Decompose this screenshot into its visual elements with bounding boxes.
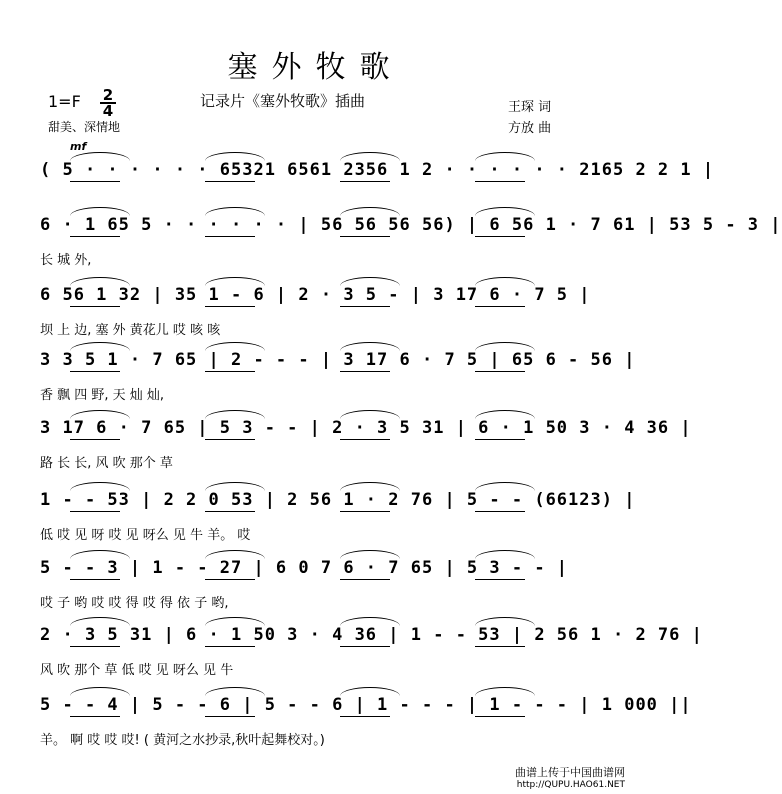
- score-row: [40, 695, 692, 755]
- beam-underline: [70, 371, 120, 372]
- slur-arc: [475, 687, 535, 696]
- notation-line: 3 17 6 · 7 65 | 5 3 - - | 2 · 3 5 31 | 6 · 1 50 3 · 4 36 |: [40, 418, 692, 438]
- beam-underline: [340, 646, 390, 647]
- score-row: [40, 418, 692, 478]
- score-row: [40, 285, 600, 345]
- slur-arc: [340, 152, 400, 161]
- beam-underline: [340, 181, 390, 182]
- beam-underline: [340, 579, 390, 580]
- lyrics-line: 坝 上 边, 塞 外 黄花儿 哎 咳 咳: [40, 323, 221, 338]
- beam-underline: [340, 236, 390, 237]
- lyrics-line: 路 长 长, 风 吹 那个 草: [40, 456, 173, 471]
- time-signature: [100, 88, 116, 118]
- beam-underline: [205, 579, 255, 580]
- meter-bottom: 4: [100, 102, 116, 118]
- slur-arc: [70, 410, 130, 419]
- beam-underline: [340, 511, 390, 512]
- slur-arc: [205, 277, 265, 286]
- beam-underline: [205, 716, 255, 717]
- lyrics-line: 风 吹 那个 草 低 哎 见 呀么 见 牛: [40, 663, 234, 678]
- slur-arc: [340, 687, 400, 696]
- notation-line: 6 56 1 32 | 35 1 - 6 | 2 · 3 5 - | 3 17 6 · 7 5 |: [40, 285, 591, 305]
- score-row: [40, 625, 703, 685]
- meter-top: 2: [102, 86, 114, 104]
- score-row: [40, 558, 600, 618]
- slur-arc: [70, 687, 130, 696]
- beam-underline: [475, 306, 525, 307]
- slur-arc: [205, 550, 265, 559]
- slur-arc: [340, 550, 400, 559]
- slur-arc: [70, 277, 130, 286]
- slur-arc: [475, 482, 535, 491]
- slur-arc: [475, 410, 535, 419]
- song-title: 塞外牧歌: [227, 50, 404, 85]
- beam-underline: [475, 236, 525, 237]
- beam-underline: [475, 439, 525, 440]
- lyricist-credit: 王琛 词: [508, 100, 552, 115]
- slur-arc: [340, 410, 400, 419]
- beam-underline: [205, 511, 255, 512]
- beam-underline: [70, 306, 120, 307]
- slur-arc: [475, 617, 535, 626]
- footer-url: http://QUPU.HAO61.NET: [516, 780, 625, 790]
- slur-arc: [70, 550, 130, 559]
- lyrics-line: 低 哎 见 呀 哎 见 呀么 见 牛 羊。 哎: [40, 528, 251, 543]
- score-row: [40, 350, 636, 410]
- beam-underline: [70, 181, 120, 182]
- beam-underline: [205, 371, 255, 372]
- beam-underline: [70, 236, 120, 237]
- dynamic-mark: mf: [70, 140, 87, 153]
- beam-underline: [475, 181, 525, 182]
- lyrics-line: 羊。 啊 哎 哎 哎! ( 黄河之水抄录,秋叶起舞校对。): [40, 733, 325, 748]
- beam-underline: [475, 579, 525, 580]
- slur-arc: [475, 550, 535, 559]
- slur-arc: [205, 482, 265, 491]
- beam-underline: [340, 439, 390, 440]
- notation-line: 2 · 3 5 31 | 6 · 1 50 3 · 4 36 | 1 - - 53 | 2 56 1 · 2 76 |: [40, 625, 703, 645]
- notation-line: ( 5 · · · · · · 65321 6561 2356 1 2 · · · · · · 2165 2 2 1 |: [40, 160, 715, 180]
- slur-arc: [340, 482, 400, 491]
- slur-arc: [340, 617, 400, 626]
- beam-underline: [205, 236, 255, 237]
- beam-underline: [70, 439, 120, 440]
- beam-underline: [70, 646, 120, 647]
- footer-line1: 曲谱上传于中国曲谱网: [515, 766, 625, 779]
- score-row: [40, 490, 636, 550]
- beam-underline: [475, 511, 525, 512]
- notation-line: 6 · 1 65 5 · · · · · · | 56 56 56 56) | 6 56 1 · 7 61 | 53 5 - 3 |: [40, 215, 782, 235]
- footer-watermark: [515, 766, 625, 792]
- beam-underline: [340, 716, 390, 717]
- lyrics-line: 香 飘 四 野, 天 灿 灿,: [40, 388, 165, 403]
- slur-arc: [70, 617, 130, 626]
- key-signature: 1=F: [48, 92, 81, 111]
- composer-credit: 方放 曲: [508, 121, 552, 136]
- slur-arc: [475, 152, 535, 161]
- slur-arc: [205, 687, 265, 696]
- beam-underline: [340, 306, 390, 307]
- beam-underline: [475, 646, 525, 647]
- beam-underline: [205, 439, 255, 440]
- beam-underline: [70, 716, 120, 717]
- beam-underline: [475, 716, 525, 717]
- lyrics-line: 长 城 外,: [40, 253, 92, 268]
- slur-arc: [205, 152, 265, 161]
- beam-underline: [475, 371, 525, 372]
- notation-line: 3 3 5 1 · 7 65 | 2 - - - | 3 17 6 · 7 5 | 65 6 - 56 |: [40, 350, 636, 370]
- beam-underline: [205, 181, 255, 182]
- slur-arc: [205, 617, 265, 626]
- slur-arc: [340, 277, 400, 286]
- notation-line: 1 - - 53 | 2 2 0 53 | 2 56 1 · 2 76 | 5 - - (66123) |: [40, 490, 636, 510]
- slur-arc: [205, 410, 265, 419]
- beam-underline: [70, 579, 120, 580]
- slur-arc: [70, 482, 130, 491]
- notation-line: 5 - - 3 | 1 - - 27 | 6 0 7 6 · 7 65 | 5 3 - - |: [40, 558, 569, 578]
- subtitle: 记录片《塞外牧歌》插曲: [200, 92, 366, 110]
- slur-arc: [70, 152, 130, 161]
- beam-underline: [205, 646, 255, 647]
- slur-arc: [475, 277, 535, 286]
- notation-line: 5 - - 4 | 5 - - 6 | 5 - - 6 | 1 - - - | 1 - - - | 1 000 ||: [40, 695, 692, 715]
- beam-underline: [70, 511, 120, 512]
- lyrics-line: 哎 子 哟 哎 哎 得 哎 得 依 子 哟,: [40, 596, 229, 611]
- score-row: [40, 215, 782, 275]
- expression-mark: 甜美、深情地: [48, 120, 121, 134]
- beam-underline: [205, 306, 255, 307]
- beam-underline: [340, 371, 390, 372]
